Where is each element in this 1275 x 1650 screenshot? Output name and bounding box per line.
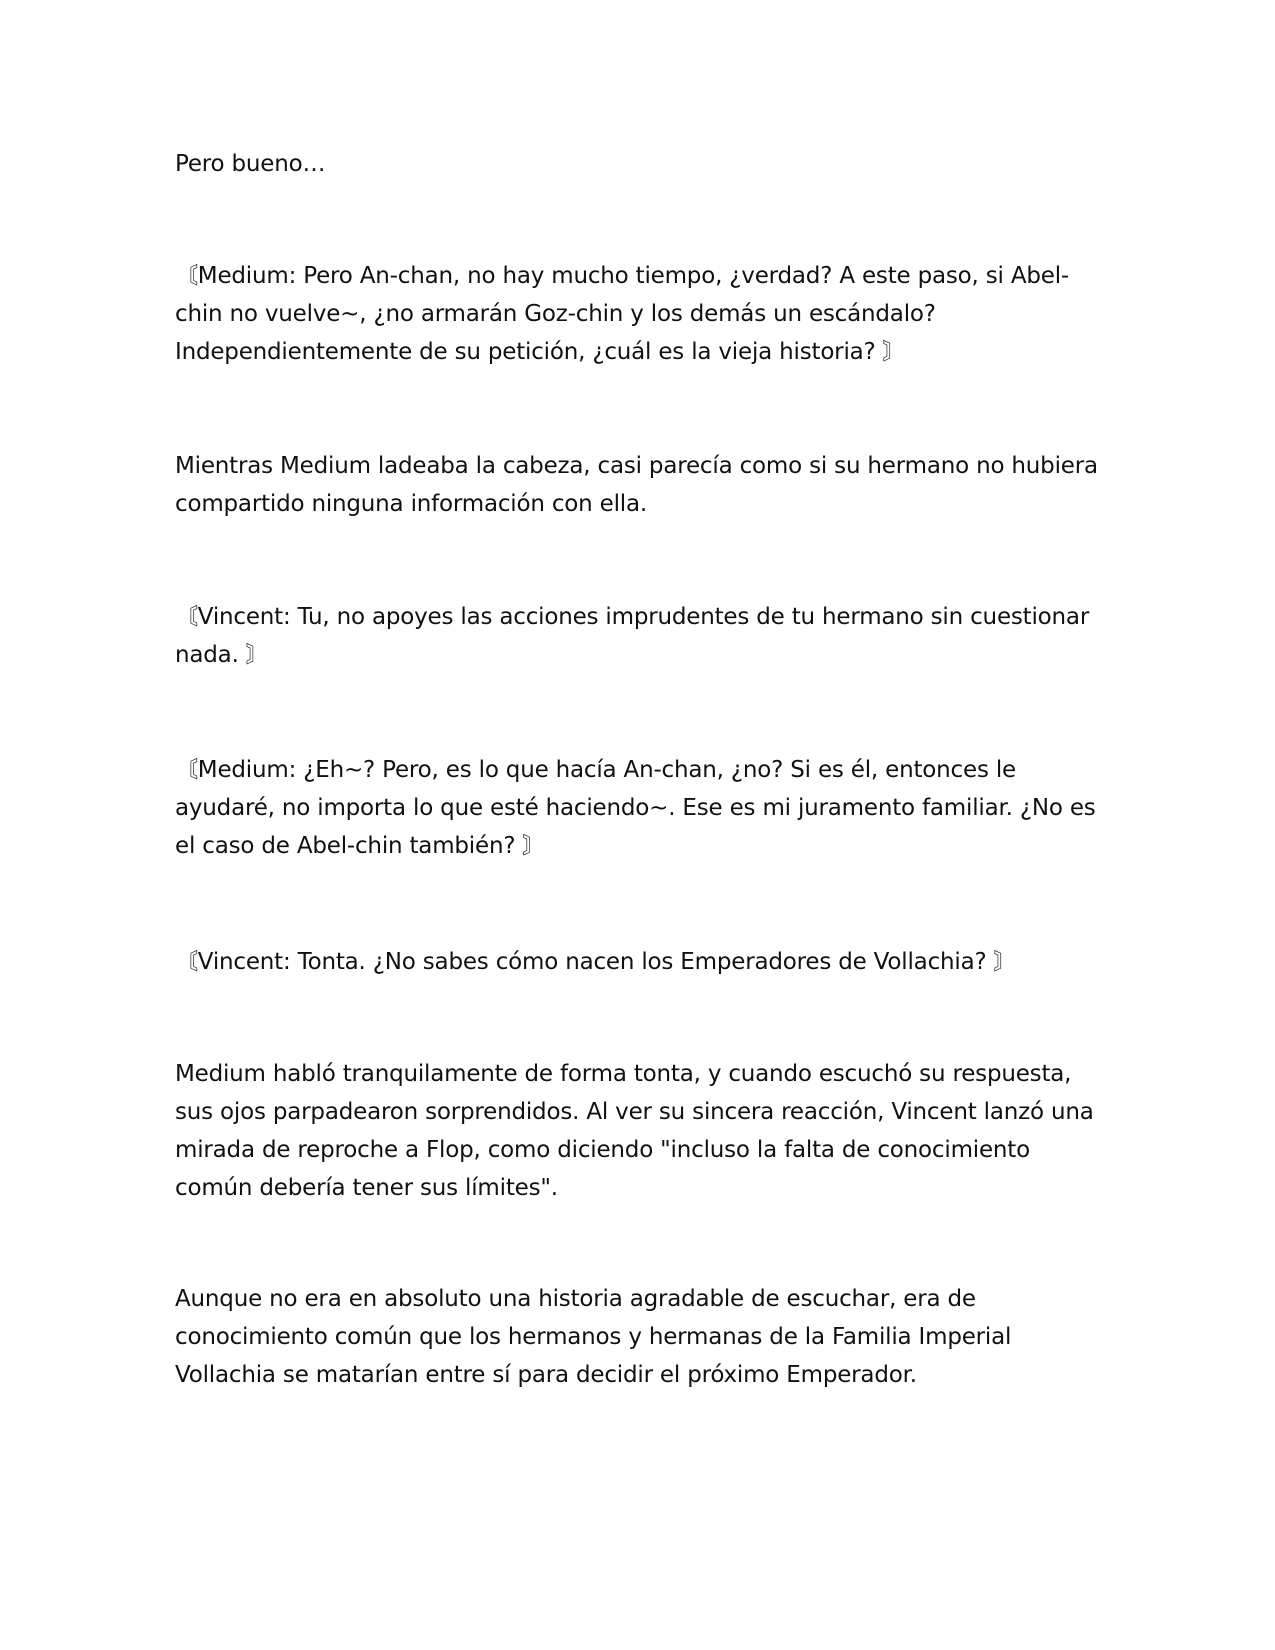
narration-paragraph: Pero bueno… (175, 151, 326, 177)
narration-paragraph: Medium habló tranquilamente de forma tonta, y cuando escuchó su respuesta, sus ojos parpadearon sorprendidos. Al ver su sincera reacción, Vincent lanzó una mirada de reproche a Flop, como diciendo "incluso la falta de conocimiento común debería tener sus límites". (175, 1061, 1094, 1201)
dialogue-paragraph: 〘Medium: ¿Eh~? Pero, es lo que hacía An-chan, ¿no? Si es él, entonces le ayudaré, no importa lo que esté haciendo~. Ese es mi juramento familiar. ¿No es el caso de Abel-chin también? 〙 (175, 757, 1096, 859)
dialogue-paragraph: 〘Vincent: Tonta. ¿No sabes cómo nacen los Emperadores de Vollachia? 〙 (175, 949, 1017, 975)
dialogue-paragraph: 〘Vincent: Tu, no apoyes las acciones imprudentes de tu hermano sin cuestionar nada. 〙 (175, 604, 1090, 668)
narration-paragraph: Aunque no era en absoluto una historia agradable de escuchar, era de conocimiento común que los hermanos y hermanas de la Familia Imperial Vollachia se matarían entre sí para decidir el próximo Emperador. (175, 1286, 1012, 1388)
dialogue-paragraph: 〘Medium: Pero An-chan, no hay mucho tiempo, ¿verdad? A este paso, si Abel-chin no vuelve~, ¿no armarán Goz-chin y los demás un escándalo? Independientemente de su petición, ¿cuál es la vieja historia? 〙 (175, 263, 1070, 365)
narration-paragraph: Mientras Medium ladeaba la cabeza, casi parecía como si su hermano no hubiera compartido ninguna información con ella. (175, 453, 1098, 517)
